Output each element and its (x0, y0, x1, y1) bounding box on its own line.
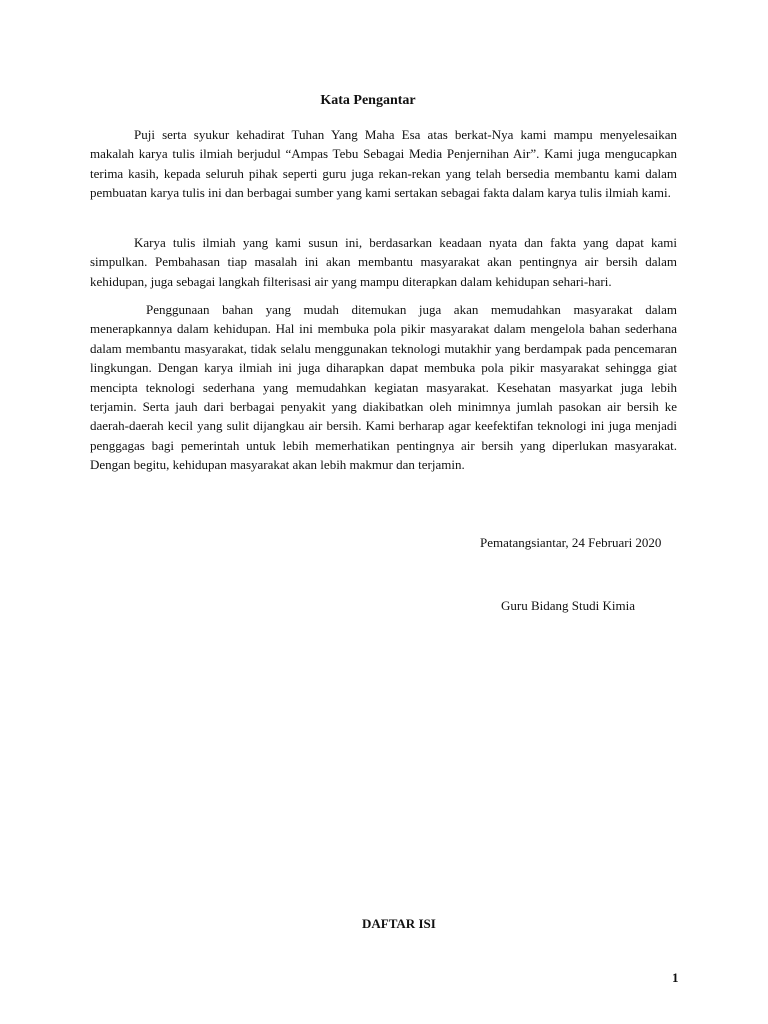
paragraph-2: Karya tulis ilmiah yang kami susun ini, berdasarkan keadaan nyata dan fakta yang dapat kami simpulkan. Pembahasan tiap masalah ini akan membantu masyarakat akan pentingnya air bersih dalam kehidupan, juga sebagai langkah filterisasi air yang mampu diterapkan dalam kehidupan sehari-hari. (90, 235, 677, 289)
next-section-title: DAFTAR ISI (362, 916, 436, 931)
paragraph-3: Penggunaan bahan yang mudah ditemukan juga akan memudahkan masyarakat dalam menerapkannya dalam kehidupan. Hal ini membuka pola pikir masyarakat dalam mengelola bahan sederhana dalam membantu masyarakat, tidak selalu menggunakan teknologi mutakhir yang berdampak pada pencemaran lingkungan. Dengan karya ilmiah ini juga diharapkan dapat membuka pola pikir masyarakat sehingga giat mencipta teknologi sederhana yang memudahkan kegiatan masyarakat. Kesehatan masyarkat juga lebih terjamin. Serta jauh dari berbagai penyakit yang diakibatkan oleh minimnya jumlah pasokan air bersih ke daerah-daerah kecil yang sulit dijangkau air bersih. Kami berharap agar keefektifan teknologi ini juga menjadi penggagas bagi pemerintah untuk lebih memerhatikan pentingnya air bersih yang diperlukan masyarakat. Dengan begitu, kehidupan masyarakat akan lebih makmur dan terjamin. (90, 302, 677, 473)
page-title: Kata Pengantar (320, 93, 416, 108)
page-number: 1 (672, 970, 679, 985)
signer: Guru Bidang Studi Kimia (501, 598, 635, 613)
place-date: Pematangsiantar, 24 Februari 2020 (480, 535, 662, 550)
paragraph-1: Puji serta syukur kehadirat Tuhan Yang Maha Esa atas berkat-Nya kami mampu menyelesaikan makalah karya tulis ilmiah berjudul “Ampas Tebu Sebagai Media Penjernihan Air”. Kami juga mengucapkan terima kasih, kepada seluruh pihak seperti guru juga rekan-rekan yang telah bersedia membantu kami dalam pembuatan karya tulis ini dan berbagai sumber yang kami sertakan sebagai fakta dalam karya tulis ilmiah kami. (90, 127, 677, 201)
